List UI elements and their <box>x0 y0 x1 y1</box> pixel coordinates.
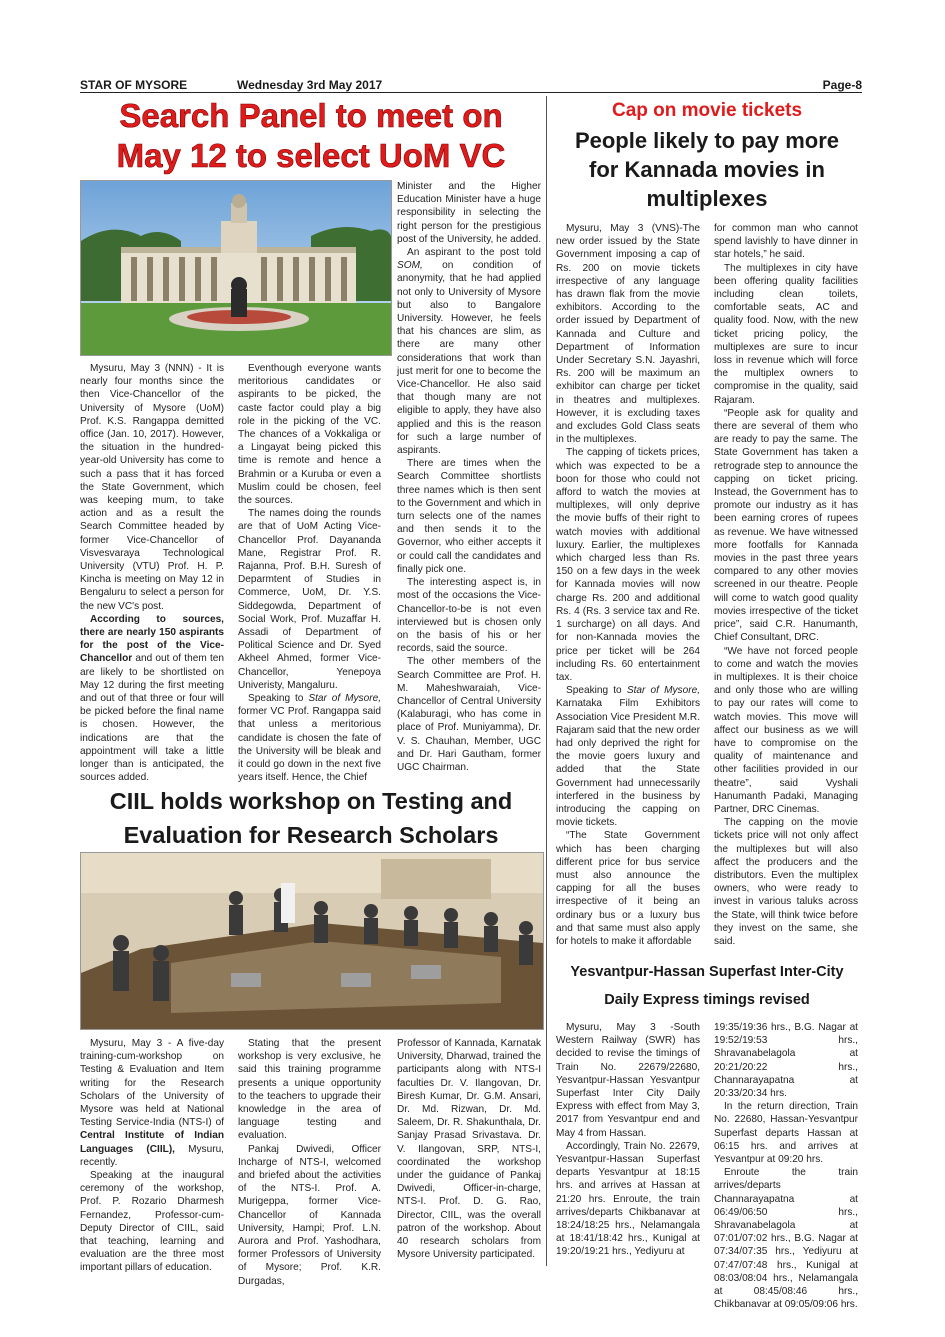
university-building-photo <box>80 180 392 356</box>
paper-name: STAR OF MYSORE <box>80 78 188 92</box>
story3-column-1: Mysuru, May 3 (VNS)-The new order issued by the State Government imposing a cap of Rs. 200 on movie tickets irrespective of any language has drawn flak from the movie exhibitors. According to the order issued by Department of Kannada and Culture and Department of Information Under Secretary S.N. Jayashri, Rs. 200 will be maximum an exhibitor can charge per ticket in theatres and multiplexes. However, it is excluding taxes and excludes Gold Class seats in the multiplexes. The capping of tickets prices, which was expected to be a boon for those who could not afford to watch the movies at multiplexes, will only deprive the movie buffs of their right to watch movies with additional luxury. Earlier, the multiplexes which charged less than Rs. 150 on a few days in the week for Kannada movies will now charge Rs. 200 and additional Rs. 4 (Rs. 3 service tax and Re. 1 surcharge) on all days. And for non-Kannada movies the price per ticket will be 264 including Rs. 60 entertainment tax. Speaking to Star of Mysore, Karnataka Film Exhibitors Association Vice President M.R. Rajaram said that the new order had only deprived the right for the movie goers luxury and added that the State Government had unnecessarily interfered in the business by introducing the capping on movie tickets. “The State Government which has been charging different price for bus service must also announce the capping for all the buses irrespective of it being an ordinary bus or a luxury bus and that same must also apply for hotels to make it affordable <box>556 223 700 947</box>
story1-column-2: Eventhough everyone wants meritorious candidates or aspirants to be picked, the caste factor could play a big role in the picking of the VC. The chances of a Vokkaliga or a Lingayat being picked this time is remote and hence a Brahmin or a Kuruba or even a Muslim could be chosen, feel the sources. The names doing the rounds are that of UoM Acting Vice-Chancellor Prof. Dayananda Mane, Registrar Prof. R. Rajanna, Prof. B.H. Suresh of Deparmtent of Studies in Commerce, UoM, Dr. Y.S. Siddegowda, Department of Social Work, Prof. Muzaffar H. Assadi of Department of Political Science and Dr. Syed Akheel Ahmed, former Vice-Chancellor, Yenepoya Univeristy, Mangaluru. Speaking to Star of Mysore, former VC Prof. Rangappa said that unless a meritorious candidate is chosen the fate of the University will be bleak and it could go down in the next five years itself. Hence, the Chief <box>238 363 381 784</box>
page-number: Page-8 <box>822 78 862 92</box>
story1-column-3: Minister and the Higher Education Minister have a huge responsibility in selecting the right person for the prestigious post of the University, he added. An aspirant to the post told SOM, on condition of anonymity, that he had applied not only to University of Mysore but also to Bangalore University. However, he feels that his chances are slim, as there are many other considerations that work than just merit for one to become the Vice-Chancellor. He also said that though many are not eligible to apply, they have also applied and this is the reason for such a large number of aspirants. There are times when the Search Committee shortlists three names which is then sent to the Government and which in turn selects one of the names and then sends it to the Governor, who either accepts it or could call the candidates and finally pick one. The interesting aspect is, in most of the occasions the Vice-Chancellor-to-be is not even interviewed but is chosen only on the basis of his or her records, said the source. The other members of the Search Committee are Prof. H. M. Maheshwaraiah, Vice-Chancellor of Central University (Kalaburagi, who has come in place of Prof. Muniyamma), Dr. V. S. Chauhan, Member, UGC and Dr. Hari Gautham, former UGC Chairman. <box>397 181 542 773</box>
university-building-illustration <box>81 181 391 355</box>
story3-column-2: for common man who cannot spend lavishly to have dinner in star hotels,” he said. The multiplexes in city have been offering quality facilities including clean toilets, comfortable seats, AC and quality food. Now, with the new ticket pricing policy, the multiplexes are sure to incur loss in revenue which will force the multiplex owners to compromise in the quality, said Rajaram. “People ask for quality and there are several of them who are ready to pay the same. The State Government has taken a retrograde step to announce the capping on ticket pricing. Instead, the Government has to promote our industry as it has been earning crores of rupees as revenue. We have witnessed more footfalls for Kannada movies in the past three years compared to any other movies screened in our theatre. People will come to watch good quality movies irrespective of the ticket price”, said C.R. Hanumanth, Chief Consultant, DRC. “We have not forced people to come and watch the movies in multiplexes. It is their choice and only those who are willing to pay our rates will come to watch movies. This move will affect our business as we will have to compromise on the quality of maintenance and other facilities provided in our theatre”, said Vyshali Hanumanth Padaki, Managing Partner, DRC Cinemas. The capping on the movie tickets price will not only affect the multiplexes but will also affect the producers and the distributors. Even the multiplex owners, who were ready to invest in various taluks across the State, will think twice before they invest on the same, she said. <box>714 223 858 947</box>
story3-kicker: Cap on movie tickets <box>611 100 803 121</box>
workshop-photo <box>80 852 544 1030</box>
workshop-illustration <box>81 853 543 1029</box>
story4-column-1: Mysuru, May 3 -South Western Railway (SWR) has decided to revise the timings of Train No. 22679/22680, Yesvantpur-Hassan Yesvantpur Superfast Inter City Daily Express with effect from May 3, 2017 from Yesvantpur end and May 4 from Hassan. Accordingly, Train No. 22679, Yesvantpur-Hassan Superfast departs Yesvantpur at 18:15 hrs. and arrives at Hassan at 21:20 hrs. Enroute, the train arrives/departs Chikbanavar at 18:24/18:25 hrs., Nelamangala at 18:41/18:42 hrs., Kunigal at 19:20/19:21 hrs., Yediyuru at <box>556 1022 700 1258</box>
story3-headline: People likely to pay more for Kannada movies in multiplexes <box>574 128 840 211</box>
column-divider <box>546 96 547 1266</box>
story4-column-2: 19:35/19:36 hrs., B.G. Nagar at 19:52/19:53 hrs., Shravanabelagola at 20:21/20:22 hrs., Channarayapatna at 20:33/20:34 hrs. In the return direction, Train No. 22680, Hassan-Yesvantpur Superfast departs Hassan at 06:15 hrs. and arrives at Yesvantpur at 09:20 hrs. Enroute the train arrives/departs Channarayapatna at 06:49/06:50 hrs., Shravanabelagola at 07:01/07:02 hrs., B.G. Nagar at 07:34/07:35 hrs., Yediyuru at 07:47/07:48 hrs., Kunigal at 08:03/08:04 hrs., Nelamangala at 08:45/08:46 hrs., Chikbanavar at 09:05/09:06 hrs. <box>714 1022 858 1311</box>
story1-column-1: Mysuru, May 3 (NNN) - It is nearly four months since the then Vice-Chancellor of the University of Mysore (UoM) Prof. K.S. Rangappa demitted office (Jan. 10, 2017). However, the situation in the hundred-year-old University has come to such a pass that it has forced the State Government, which was keeping mum, to take action and as a result the Search Committee headed by former Vice-Chancellor of Visvesvaraya Technological University (VTU) Prof. H. P. Kincha is meeting on May 12 in Bengaluru to select a person for the new VC's post. According to sources, there are nearly 150 aspirants for the post of the Vice-Chancellor and out of them ten are likely to be shortlisted on May 12 during the first meeting and out of that three or four will be picked before the final name is chosen. However, the indications are that the appointment will take a little longer than is anticipated, the sources added. <box>80 363 224 784</box>
story1-headline: Search Panel to meet on May 12 to select UoM VC <box>116 97 506 174</box>
story2-column-3: Professor of Kannada, Karnatak University, Dharwad, trained the participants along with NTS-I faculties Dr. V. Ilangovan, Dr. Biresh Kumar, Dr. G.M. Ansari, Dr. Md. Rizwan, Dr. Md. Saleem, Dr. R. Shakunthala, Dr. Sanjay Prasad Srivastava. Dr. V. Ilangovan, SRP, NTS-I, coordinated the workshop under the guidance of Pankaj Dwivedi, Officer-in-charge, NTS-I. Prof. D. G. Rao, Director, CIIL, was the overall patron of the workshop. About 40 research scholars from Mysore University participated. <box>397 1038 541 1261</box>
masthead-rule <box>80 92 862 93</box>
story4-headline: Yesvantpur-Hassan Superfast Inter-City Daily Express timings revised <box>570 964 844 1008</box>
story2-column-1: Mysuru, May 3 - A five-day training-cum-workshop on Testing & Evaluation and Item writing for the Research Scholars of the University of Mysore was held at National Testing Service-India (NTS-I) of Central Institute of Indian Languages (CIIL), Mysuru, recently. Speaking at the inaugural ceremony of the workshop, Prof. P. Rozario Dharmesh Fernandez, Professor-cum-Deputy Director of CIIL, said that teaching, learning and evaluation are the three most important pillars of education. <box>80 1038 224 1274</box>
issue-date: Wednesday 3rd May 2017 <box>237 78 383 92</box>
story2-column-2: Stating that the present workshop is very exclusive, he said this training programme presents a unique opportunity to the teachers to upgrade their knowledge in the area of language testing and evaluation. Pankaj Dwivedi, Officer Incharge of NTS-I, welcomed and briefed about the activities of the NTS-I. Prof. A. Murigeppa, former Vice-Chancellor of Kannada University, Hampi; Prof. L.N. Aurora and Prof. Yashodhara, former Professors of University of Mysore; Prof. K.R. Durgadas, <box>238 1038 381 1287</box>
story2-headline: CIIL holds workshop on Testing and Evaluation for Research Scholars <box>109 788 513 848</box>
